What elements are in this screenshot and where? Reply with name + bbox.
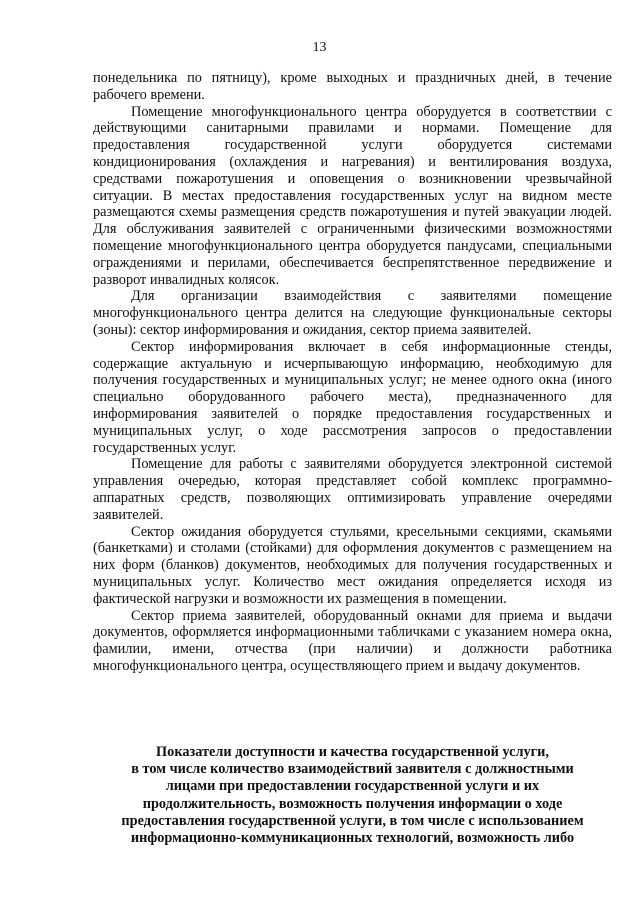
paragraph-functional-sectors: Для организации взаимодействия с заявителями помещение многофункционального центра делится на следующие функциональные секторы (зоны): сектор информирования и ожидания, сектор приема заявителей. bbox=[93, 288, 612, 338]
paragraph-queue-system: Помещение для работы с заявителями оборудуется электронной системой управления очередью, которая представляет собой комплекс программно-аппаратных средств, позволяющих оптимизировать управление очередями заявителей. bbox=[93, 456, 612, 523]
section-heading-line: продолжительность, возможность получения информации о ходе bbox=[142, 795, 563, 812]
section-heading-line: в том числе количество взаимодействий заявителя с должностными bbox=[131, 761, 574, 778]
paragraph-information-sector: Сектор информирования включает в себя информационные стенды, содержащие актуальную и исчерпывающую информацию, необходимую для получения государственных и муниципальных услуг; не менее одного окна (иного специально оборудованного рабочего места), предназначенного для информирования заявителей о порядке предоставления государственных и муниципальных услуг, о ходе рассмотрения запросов о предоставлении государственных услуг. bbox=[93, 338, 612, 456]
paragraph-waiting-sector: Сектор ожидания оборудуется стульями, кресельными секциями, скамьями (банкетками) и столами (стойками) для оформления документов с размещением на них форм (бланков) документов, необходимых для получения государственных и муниципальных услуг. Количество мест ожидания определяется исходя из фактической нагрузки и возможности их размещения в помещении. bbox=[93, 523, 612, 607]
section-heading-line: Показатели доступности и качества государственной услуги, bbox=[156, 744, 549, 760]
section-heading-line: предоставления государственной услуги, в том числе с использованием bbox=[121, 812, 584, 829]
paragraph-reception-sector: Сектор приема заявителей, оборудованный окнами для приема и выдачи документов, оформляется информационными табличками с указанием номера окна, фамилии, имени, отчества (при наличии) и должности работника многофункционального центра, осуществляющего прием и выдачу документов. bbox=[93, 607, 612, 674]
paragraph-continuation: понедельника по пятницу), кроме выходных и праздничных дней, в течение рабочего времени. bbox=[93, 70, 612, 103]
section-heading bbox=[93, 744, 612, 847]
paragraph-premises-equipment: Помещение многофункционального центра оборудуется в соответствии с действующими санитарными правилами и нормами. Помещение для предоставления государственной услуги оборудуется системами кондиционирования (охлаждения и нагревания) и вентилирования воздуха, средствами пожаротушения и оповещения о возникновении чрезвычайной ситуации. В местах предоставления государственных услуг на видном месте размещаются схемы размещения средств пожаротушения и путей эвакуации людей. Для обслуживания заявителей с ограниченными физическими возможностями помещение многофункционального центра оборудуется пандусами, специальными ограждениями и перилами, обеспечивается беспрепятственное передвижение и разворот инвалидных колясок. bbox=[93, 103, 612, 288]
page-number: 13 bbox=[312, 40, 327, 55]
section-heading-line: лицами при предоставлении государственной услуги и их bbox=[165, 778, 540, 795]
section-heading-line: информационно-коммуникационных технологий, возможность либо bbox=[130, 830, 575, 847]
body-text bbox=[93, 70, 612, 675]
